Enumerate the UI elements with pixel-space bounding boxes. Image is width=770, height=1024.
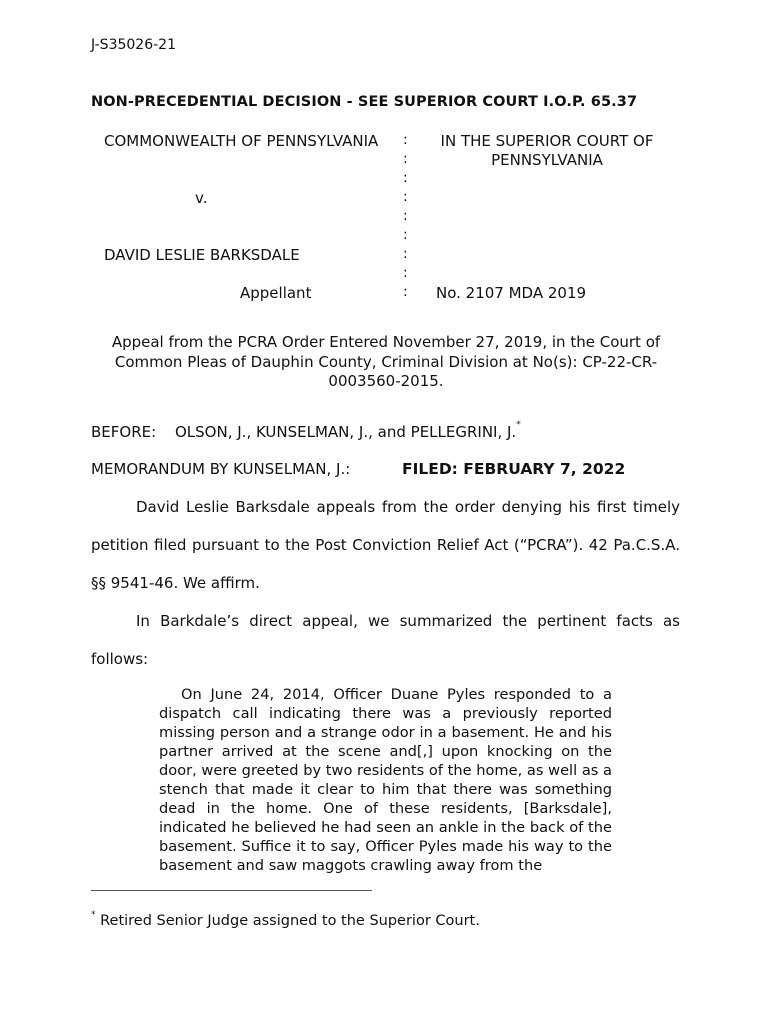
caption-versus: v.: [195, 189, 208, 207]
block-quote: On June 24, 2014, Officer Duane Pyles responded to a dispatch call indicating there was a previously reported missing person and a strange odor in a basement. He and his partner arrived at the scene and[,] upon knocking on the door, were greeted by two residents of the home, as well as a stench that made it clear to him that there was something dead in the home. One of these residents, [Barksdale], indicated he believed he had seen an ankle in the back of the basement. Suffice it to say, Officer Pyles made his way to the basement and saw maggots crawling away from the: [159, 686, 612, 874]
panel-line: [91, 420, 521, 441]
judges-panel: [175, 420, 521, 441]
caption-role: Appellant: [240, 284, 312, 302]
body-paragraph-2: In Barkdale’s direct appeal, we summarized the pertinent facts as follows:: [91, 612, 680, 668]
caption-plaintiff: COMMONWEALTH OF PENNSYLVANIA: [104, 132, 379, 150]
appeal-from: Appeal from the PCRA Order Entered November 27, 2019, in the Court of Common Pleas of Dauphin County, Criminal Division at No(s): CP-22-CR-0003560-2015.: [111, 333, 661, 390]
footnote-text: Retired Senior Judge assigned to the Superior Court.: [100, 913, 480, 929]
footnote-divider: [91, 890, 372, 891]
before-label: BEFORE:: [91, 423, 157, 441]
court-name: IN THE SUPERIOR COURT OF PENNSYLVANIA: [440, 132, 654, 169]
body-paragraph-1: David Leslie Barksdale appeals from the order denying his first timely petition filed pursuant to the Post Conviction Relief Act (“PCRA”). 42 Pa.C.S.A. §§ 9541-46. We affirm.: [91, 498, 680, 592]
filed-date: FILED: FEBRUARY 7, 2022: [402, 460, 626, 478]
docket-number: J-S35026-21: [91, 37, 176, 53]
footnote: [91, 910, 480, 929]
memorandum-author: MEMORANDUM BY KUNSELMAN, J.:: [91, 460, 351, 478]
decision-banner: NON-PRECEDENTIAL DECISION - SEE SUPERIOR COURT I.O.P. 65.37: [91, 94, 638, 110]
caption-divider: : : : : : : : : :: [403, 132, 408, 300]
footnote-ref: *: [516, 420, 521, 430]
caption-defendant: DAVID LESLIE BARKSDALE: [104, 246, 300, 264]
footnote-mark: *: [91, 910, 96, 920]
judges-names: OLSON, J., KUNSELMAN, J., and PELLEGRINI, J.: [175, 423, 517, 441]
case-number: No. 2107 MDA 2019: [436, 284, 587, 302]
